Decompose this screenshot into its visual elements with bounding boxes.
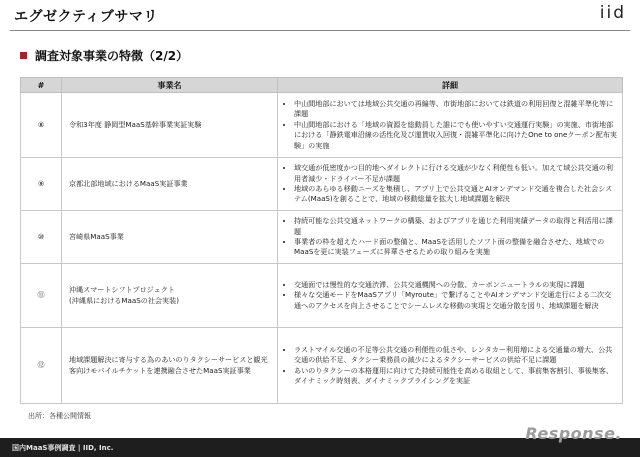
table-row [21, 93, 623, 158]
column-header-detail: 詳細 [278, 78, 623, 93]
table-row [21, 211, 623, 264]
response-watermark: Response. [525, 424, 622, 443]
project-detail [278, 264, 623, 328]
detail-bullet: • あいのりタクシーの本格運用に向けてた持続可能性を高める取組として、事前集客割引、事後集客、ダイナミック時刻表、ダイナミックプライシングを実証 [294, 366, 618, 387]
row-number: ⑩ [21, 211, 62, 264]
column-header-name: 事業名 [62, 78, 278, 93]
row-number: ⑨ [21, 158, 62, 211]
project-name: 沖縄スマートシフトプロジェクト (沖縄県におけるMaaSの社会実装) [62, 264, 278, 328]
project-name: 京都北部地域におけるMaaS実証事業 [62, 158, 278, 211]
table-row [21, 158, 623, 211]
title-divider [10, 30, 630, 31]
row-number: ⑪ [21, 264, 62, 328]
column-header-num: # [21, 78, 62, 93]
project-name: 地域課題解決に寄与する為のあいのりタクシーサービスと観光客向けモバイルチケットを連携融合させたMaaS実証事業 [62, 328, 278, 404]
page-title: エグゼクティブサマリ [14, 9, 158, 25]
detail-bullet: • 交通面では慢性的な交通渋滞、公共交通機関への分散、カーボンニュートラルの実現に課題 [294, 280, 618, 290]
table-header-row [21, 78, 623, 93]
project-table [20, 77, 623, 404]
section-title: 調査対象事業の特徴（2/2） [35, 49, 189, 63]
source-note: 出所：各種公開情報 [28, 412, 91, 420]
row-number: ⑧ [21, 93, 62, 158]
row-number: ⑫ [21, 328, 62, 404]
footer-text: 国内MaaS事例調査 | IID, Inc. [12, 444, 114, 452]
project-name: 令和3年度 静岡型MaaS基幹事業実証実験 [62, 93, 278, 158]
detail-bullet: • 地域のあらゆる移動ニーズを集積し、アプリ上で公共交通とAIオンデマンド交通を複合した社会システム(MaaS)を創ることで、地域の移動総量を拡大し地域課題を解決 [294, 184, 618, 205]
project-detail [278, 93, 623, 158]
detail-bullet: • 様々な交通モードをMaaSアプリ「Myroute」で繋げることやAIオンデマンド交通走行による二次交通へのアクセスを向上させることでシームレスな移動の実現と交通分散を図り、地域課題を解決 [294, 290, 618, 311]
project-name: 宮崎県MaaS事業 [62, 211, 278, 264]
detail-bullet: • 持続可能な公共交通ネットワークの構築、およびアプリを通じた利用実績データの取得と利活用に課題 [294, 216, 618, 237]
project-detail [278, 158, 623, 211]
detail-bullet: • ラストマイル交通の不足等公共交通の利便性の低さや、レンタカー利用増による交通量の増大、公共交通の供給不足、タクシー乗務員の減少によるタクシーサービスの供給不足に課題 [294, 345, 618, 366]
square-bullet-icon [20, 52, 27, 59]
table-row [21, 328, 623, 404]
table-row [21, 264, 623, 328]
section-heading [20, 47, 188, 64]
detail-bullet: • 中山間地部においては地域公共交通の再編等、市街地部においては鉄道の利用回復と混雑平準化等に課題 [294, 99, 618, 120]
project-detail [278, 328, 623, 404]
company-logo: iid [599, 3, 626, 23]
project-detail [278, 211, 623, 264]
detail-bullet: • 中山間地部における「地域の資源を総動員した誰にでも使いやすい交通運行実験」の実施、市街地部における「静鉄電車沿線の活性化及び運賃収入回復・混雑平準化に向けたOne to oneクーポン配布実験」の実施 [294, 120, 618, 151]
detail-bullet: • 域交通が低密度かつ目的地へダイレクトに行ける交通が少なく利便性も低い。加えて域公共交通の利用者減少・ドライバー不足が課題 [294, 163, 618, 184]
detail-bullet: • 事業者の枠を超えたハード面の整備と、MaaSを活用したソフト面の整備を融合させた、地域でのMaaSを更に実装フェーズに昇華させるための取り組みを実施 [294, 237, 618, 258]
